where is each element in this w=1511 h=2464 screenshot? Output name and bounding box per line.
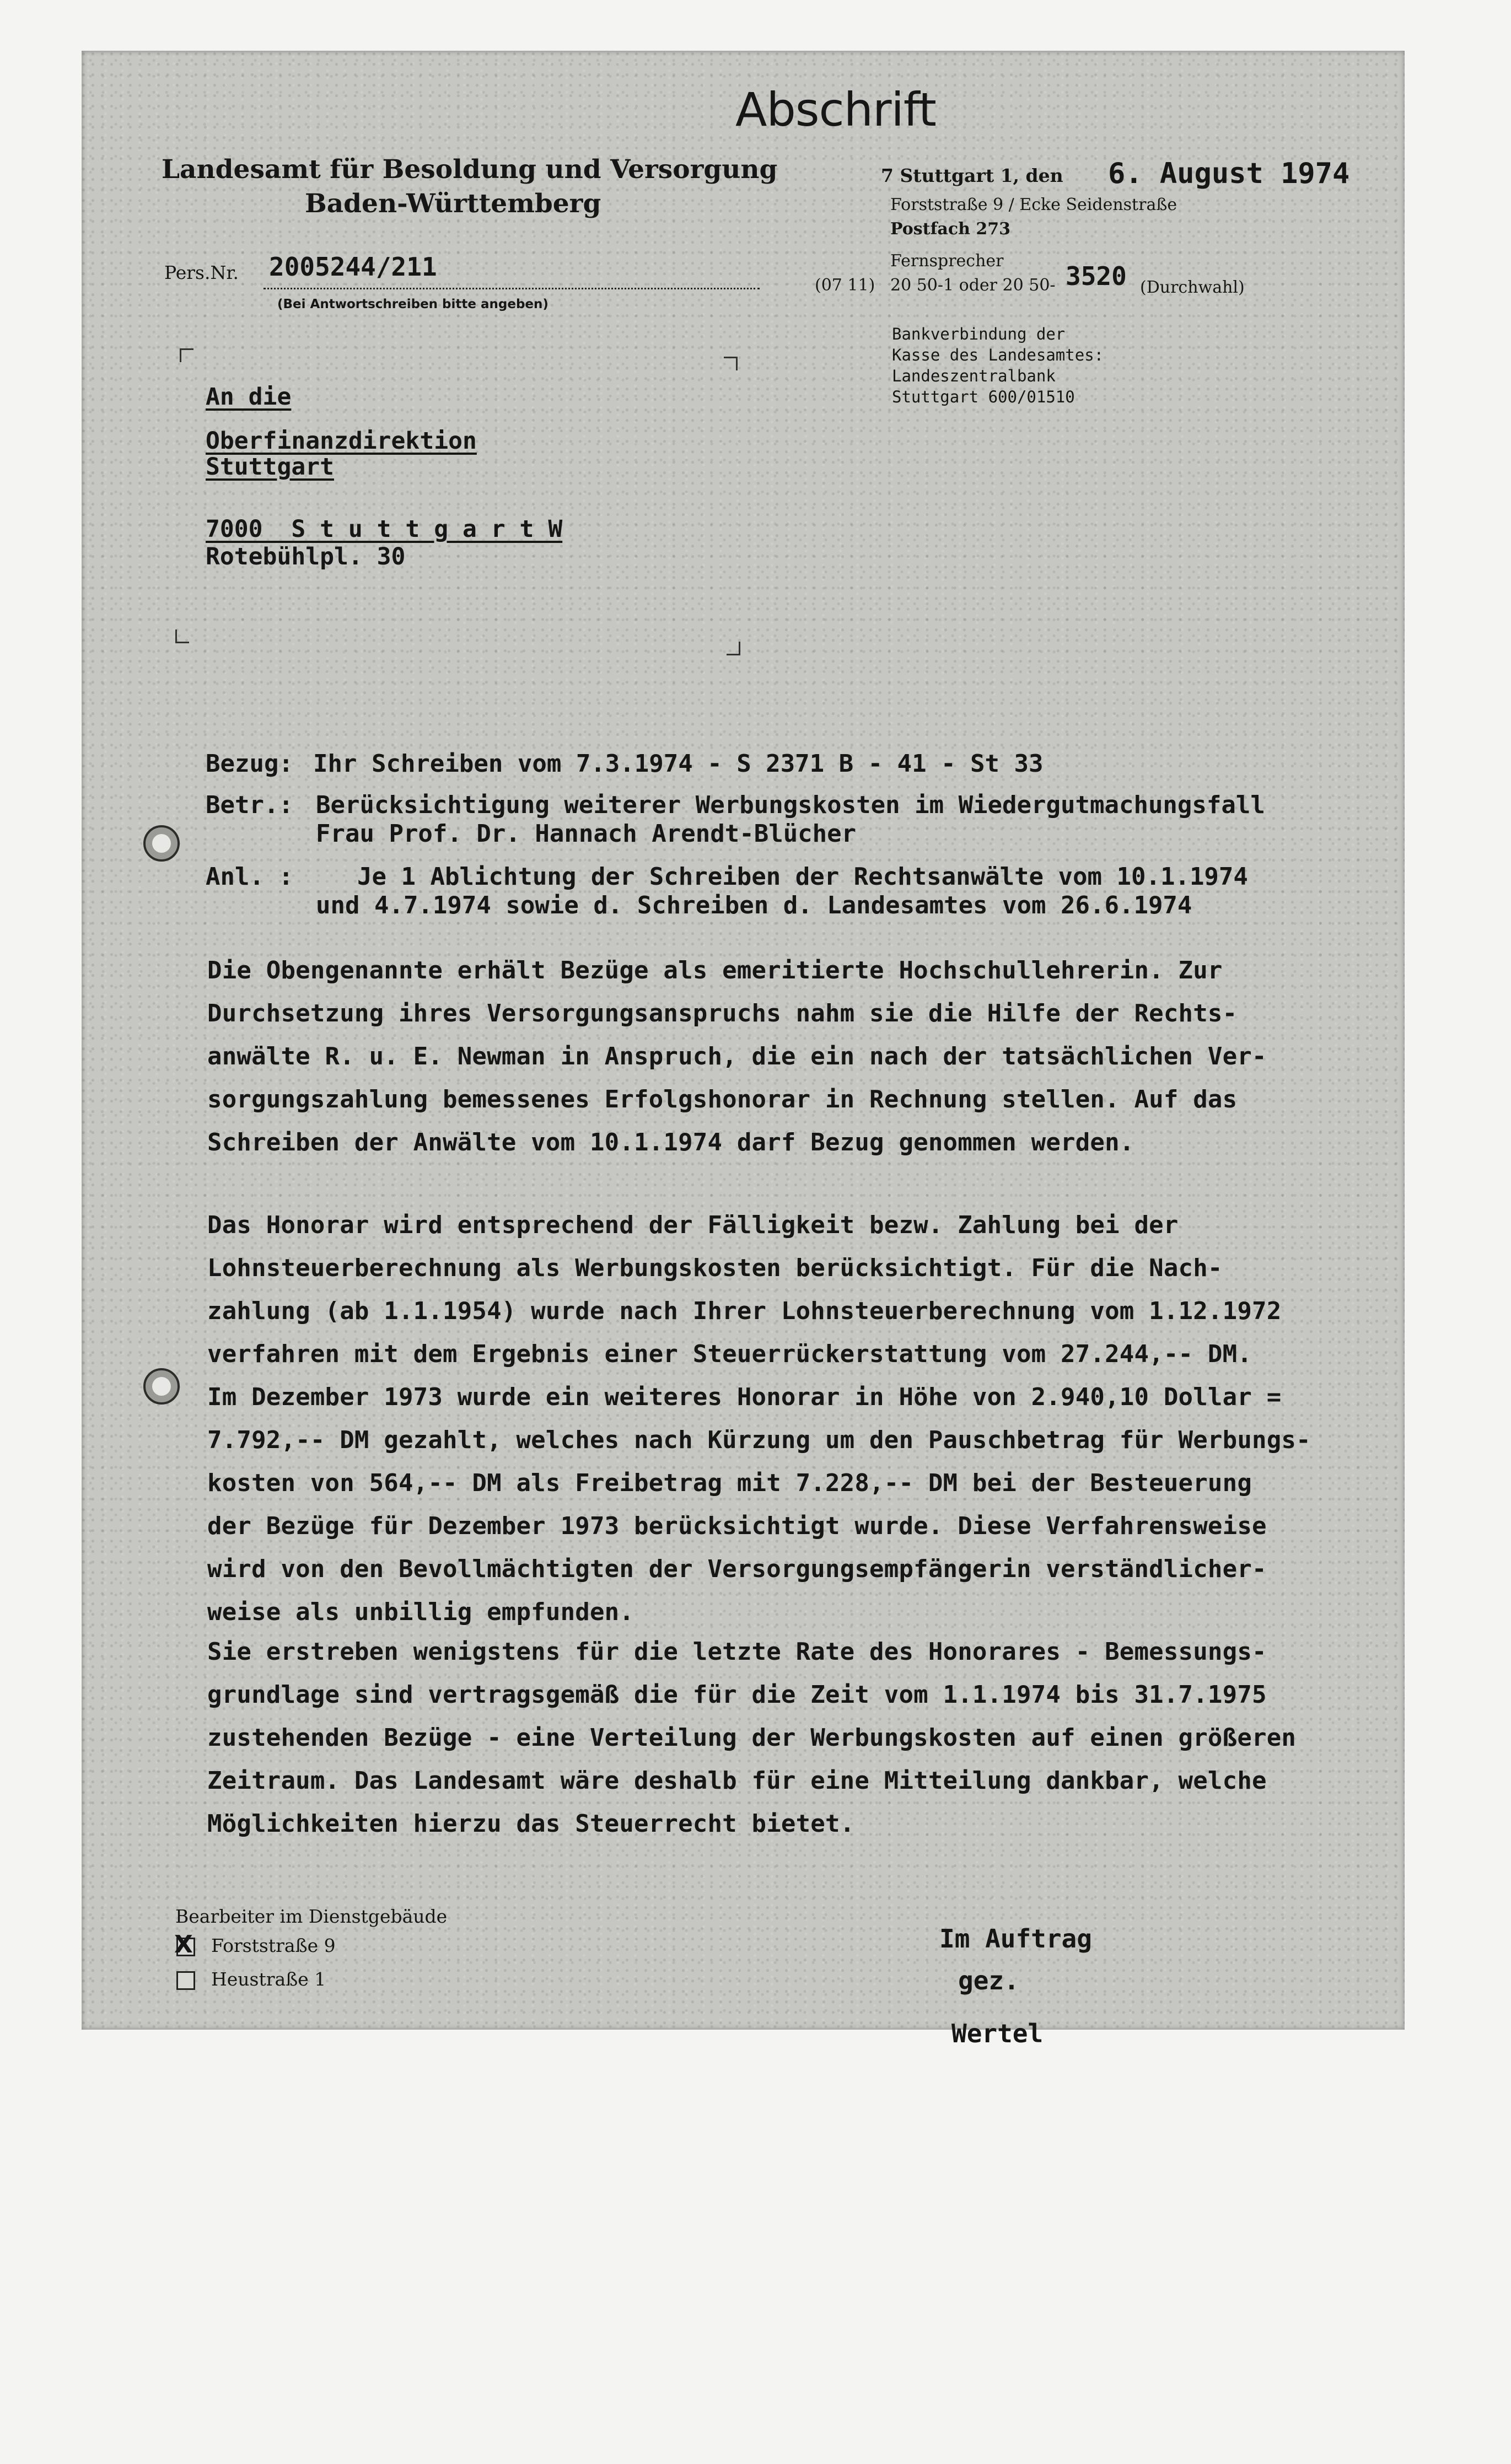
address-corner-mark bbox=[180, 348, 193, 362]
phone-number: 20 50-1 oder 20 50- bbox=[890, 276, 1056, 295]
bezug-text: Ihr Schreiben vom 7.3.1974 - S 2371 B - 41 - St 33 bbox=[313, 750, 1044, 778]
office-option-heustrasse: Heustraße 1 bbox=[211, 1968, 326, 1990]
address-corner-mark bbox=[175, 630, 189, 643]
signature-line: Im Auftrag bbox=[939, 1924, 1092, 1954]
anl-text: und 4.7.1974 sowie d. Schreiben d. Landesamtes vom 26.6.1974 bbox=[316, 891, 1192, 919]
office-checkbox bbox=[176, 1971, 195, 1990]
phone-area-code: (07 11) bbox=[815, 276, 875, 295]
bank-line: Stuttgart 600/01510 bbox=[892, 388, 1075, 406]
abschrift-stamp: Abschrift bbox=[735, 83, 936, 137]
letter-date: 6. August 1974 bbox=[1108, 157, 1350, 190]
agency-state: Baden-Württemberg bbox=[305, 189, 601, 219]
agency-name: Landesamt für Besoldung und Versorgung bbox=[162, 154, 778, 185]
address-corner-mark bbox=[727, 642, 740, 655]
place-line: 7 Stuttgart 1, den bbox=[881, 165, 1063, 186]
body-paragraph: Das Honorar wird entsprechend der Fälligkeit bezw. Zahlung bei der Lohnsteuerberechnung als Werbungskosten berücksichtigt. Für die Nach- zahlung (ab 1.1.1954) wurde nach Ihrer Lohnsteuerberechnung vom 1.12.1972 verfahren mit dem Ergebnis einer Steuerrückerstattung vom 27.244,-- DM. Im Dezember 1973 wurde ein weiteres Honorar in Höhe von 2.940,10 Dollar = 7.792,-- DM gezahlt, welches nach Kürzung um den Pauschbetrag für Werbungs- kosten von 564,-- DM als Freibetrag mit 7.228,-- DM bei der Besteuerung der Bezüge für Dezember 1973 berücksichtigt wurde. Diese Verfahrensweise wird von den Bevollmächtigten der Versorgungsempfängerin verständlicher- weise als unbillig empfunden. bbox=[207, 1211, 1311, 1626]
bank-line: Kasse des Landesamtes: bbox=[892, 346, 1104, 364]
bank-line: Bankverbindung der bbox=[892, 325, 1066, 343]
betr-label: Betr.: bbox=[206, 791, 293, 819]
recipient-line: Oberfinanzdirektion bbox=[206, 427, 477, 455]
recipient-line: Stuttgart bbox=[206, 453, 334, 481]
bank-line: Landeszentralbank bbox=[892, 367, 1056, 385]
office-title: Bearbeiter im Dienstgebäude bbox=[175, 1906, 448, 1927]
street-address: Forststraße 9 / Ecke Seidenstraße bbox=[890, 195, 1177, 214]
betr-text: Frau Prof. Dr. Hannach Arendt-Blücher bbox=[316, 820, 857, 848]
office-check-mark: X bbox=[174, 1930, 193, 1959]
phone-extension: 3520 bbox=[1066, 261, 1127, 291]
recipient-line: Rotebühlpl. 30 bbox=[206, 543, 406, 571]
punch-hole bbox=[143, 1368, 180, 1405]
bezug-label: Bezug: bbox=[206, 750, 293, 778]
phone-suffix: (Durchwahl) bbox=[1140, 278, 1245, 297]
punch-hole bbox=[143, 825, 180, 862]
document-page bbox=[82, 51, 1405, 2048]
anl-text: Je 1 Ablichtung der Schreiben der Rechtsanwälte vom 10.1.1974 bbox=[357, 863, 1248, 891]
phone-label: Fernsprecher bbox=[890, 251, 1004, 271]
pers-nr-label: Pers.Nr. bbox=[164, 262, 239, 283]
body-paragraph: Die Obengenannte erhält Bezüge als emeritierte Hochschullehrerin. Zur Durchsetzung ihres Versorgungsanspruchs nahm sie die Hilfe der Rechts- anwälte R. u. E. Newman in Anspruch, die ein nach der tatsächlichen Ver- sorgungszahlung bemessenes Erfolgshonorar in Rechnung stellen. Auf das Schreiben der Anwälte vom 10.1.1974 darf Bezug genommen werden. bbox=[207, 956, 1267, 1156]
pers-nr-value: 2005244/211 bbox=[269, 252, 437, 282]
recipient-line: An die bbox=[206, 383, 292, 411]
anl-label: Anl. : bbox=[206, 863, 293, 891]
body-paragraph: Sie erstreben wenigstens für die letzte Rate des Honorares - Bemessungs- grundlage sind vertragsgemäß die für die Zeit vom 1.1.1974 bis 31.7.1975 zustehenden Bezüge - eine Verteilung der Werbungskosten auf einen größeren Zeitraum. Das Landesamt wäre deshalb für eine Mitteilung dankbar, welche Möglichkeiten hierzu das Steuerrecht bietet. bbox=[207, 1638, 1297, 1838]
signature-line: gez. bbox=[958, 1966, 1019, 1995]
betr-text: Berücksichtigung weiterer Werbungskosten im Wiedergutmachungsfall bbox=[316, 791, 1265, 819]
office-option-forststrasse: Forststraße 9 bbox=[211, 1935, 336, 1956]
postfach: Postfach 273 bbox=[890, 219, 1010, 239]
recipient-line: 7000 S t u t t g a r t W bbox=[206, 515, 563, 543]
pers-nr-note: (Bei Antwortschreiben bitte angeben) bbox=[277, 297, 549, 311]
address-corner-mark bbox=[724, 357, 738, 370]
pers-nr-dotted-line bbox=[264, 288, 760, 289]
signature-name: Wertel bbox=[951, 2019, 1044, 2048]
